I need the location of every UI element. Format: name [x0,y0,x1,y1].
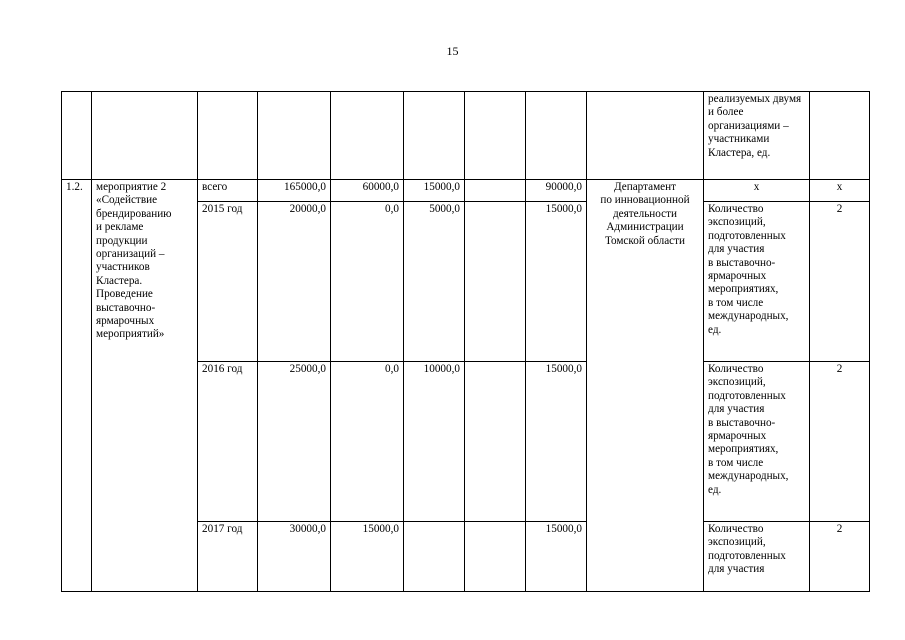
cell-empty [62,92,92,180]
local-value [465,180,526,202]
year-label: 2016 год [198,362,258,522]
federal-value: 0,0 [331,362,404,522]
indicator-value: 2 [810,522,870,592]
federal-value: 0,0 [331,202,404,362]
extrabudget-value: 15000,0 [526,362,587,522]
cell-empty [331,92,404,180]
regional-value [404,522,465,592]
cell-empty [404,92,465,180]
indicator-value: 2 [810,362,870,522]
activity-name: мероприятие 2 «Содействие брендированию и рекламе продукции организаций – участников Кластера. Проведение выставочно- ярмарочных мероприятий» [92,180,198,592]
indicator-name: Количество экспозиций, подготовленных для участия в выставочно- ярмарочных мероприятиях, в том числе международных, ед. [704,202,810,362]
federal-value: 60000,0 [331,180,404,202]
cell-empty [92,92,198,180]
local-value [465,522,526,592]
indicator-name: Количество экспозиций, подготовленных для участия [704,522,810,592]
regional-value: 10000,0 [404,362,465,522]
regional-value: 15000,0 [404,180,465,202]
local-value [465,202,526,362]
cell-empty [810,92,870,180]
page-number: 15 [446,44,459,58]
cell-empty [587,92,704,180]
total-value: 165000,0 [258,180,331,202]
extrabudget-value: 15000,0 [526,522,587,592]
extrabudget-value: 90000,0 [526,180,587,202]
continued-row [62,92,870,180]
cell-empty [258,92,331,180]
row-number: 1.2. [62,180,92,592]
year-label: всего [198,180,258,202]
year-label: 2015 год [198,202,258,362]
cell-empty [526,92,587,180]
local-value [465,362,526,522]
indicator-cell: реализуемых двумя и более организациями – участниками Кластера, ед. [704,92,810,180]
cell-empty [198,92,258,180]
program-table [61,91,870,592]
year-row [62,180,870,202]
executor: Департамент по инновационной деятельности Администрации Томской области [587,180,704,592]
extrabudget-value: 15000,0 [526,202,587,362]
federal-value: 15000,0 [331,522,404,592]
indicator-value: 2 [810,202,870,362]
indicator-name: Количество экспозиций, подготовленных для участия в выставочно- ярмарочных мероприятиях, в том числе международных, ед. [704,362,810,522]
total-value: 20000,0 [258,202,331,362]
cell-empty [465,92,526,180]
total-value: 25000,0 [258,362,331,522]
regional-value: 5000,0 [404,202,465,362]
indicator-name: х [704,180,810,202]
year-label: 2017 год [198,522,258,592]
indicator-value: х [810,180,870,202]
total-value: 30000,0 [258,522,331,592]
